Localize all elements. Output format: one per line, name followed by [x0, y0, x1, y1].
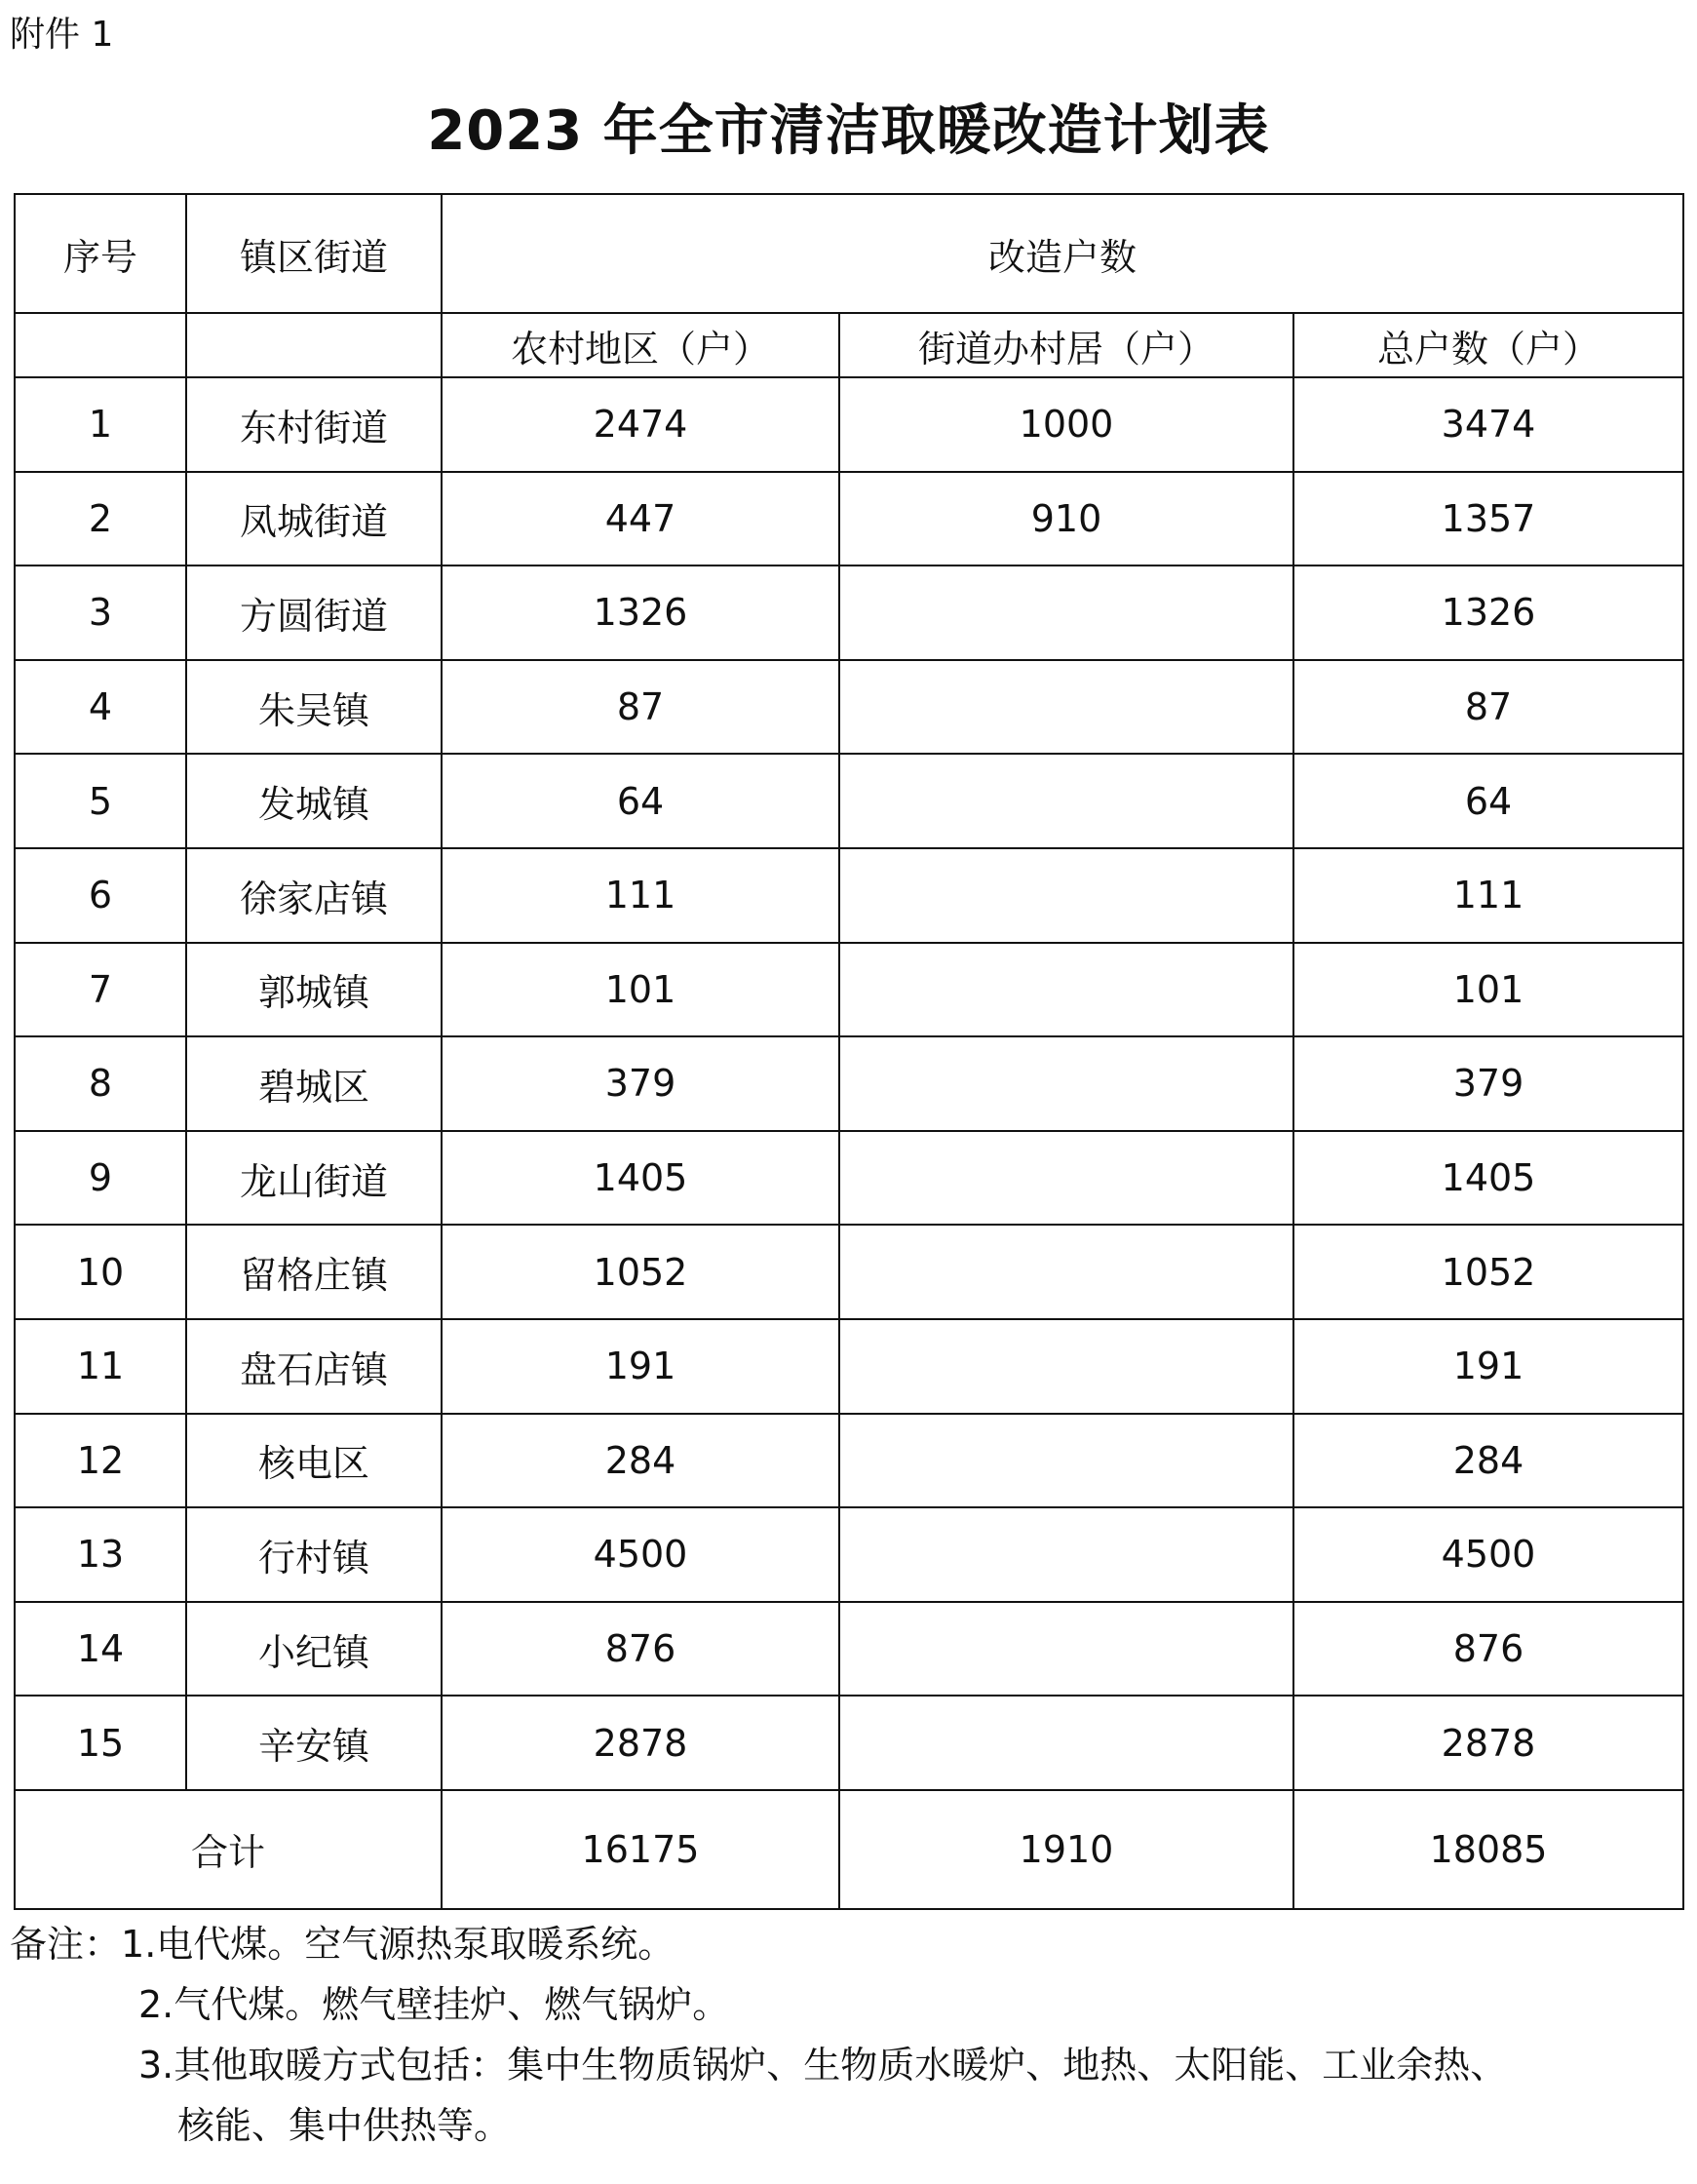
- cell-district: 朱吴镇: [186, 660, 442, 755]
- header-households-group: 改造户数: [442, 194, 1683, 313]
- cell-index: 12: [15, 1414, 186, 1508]
- cell-street-village: 1000: [839, 377, 1293, 472]
- cell-index: 7: [15, 943, 186, 1037]
- cell-total: 101: [1293, 943, 1683, 1037]
- cell-total: 4500: [1293, 1507, 1683, 1602]
- cell-total: 64: [1293, 754, 1683, 848]
- cell-district: 核电区: [186, 1414, 442, 1508]
- cell-index: 13: [15, 1507, 186, 1602]
- notes: [10, 1914, 1691, 2156]
- table-row: [15, 943, 1683, 1037]
- cell-district: 辛安镇: [186, 1696, 442, 1790]
- cell-rural: 447: [442, 472, 839, 566]
- cell-index: 5: [15, 754, 186, 848]
- header-index: 序号: [15, 194, 186, 313]
- cell-total: 1357: [1293, 472, 1683, 566]
- cell-total: 1405: [1293, 1131, 1683, 1226]
- cell-district: 小纪镇: [186, 1602, 442, 1696]
- header-total: 总户数（户）: [1293, 313, 1683, 377]
- cell-index: 14: [15, 1602, 186, 1696]
- cell-district: 盘石店镇: [186, 1319, 442, 1414]
- table-row: [15, 1225, 1683, 1319]
- cell-rural: 876: [442, 1602, 839, 1696]
- cell-district: 碧城区: [186, 1036, 442, 1131]
- cell-rural: 101: [442, 943, 839, 1037]
- table-row: [15, 1602, 1683, 1696]
- cell-rural: 64: [442, 754, 839, 848]
- table-row: [15, 1036, 1683, 1131]
- cell-rural: 87: [442, 660, 839, 755]
- cell-rural: 1052: [442, 1225, 839, 1319]
- cell-index: 11: [15, 1319, 186, 1414]
- cell-rural: 1326: [442, 566, 839, 660]
- note-item-3: 3.其他取暖方式包括：集中生物质锅炉、生物质水暖炉、地热、太阳能、工业余热、: [138, 2044, 1508, 2086]
- table-row: [15, 1507, 1683, 1602]
- cell-district: 行村镇: [186, 1507, 442, 1602]
- table-row: [15, 377, 1683, 472]
- table-row: [15, 1414, 1683, 1508]
- table-row: [15, 1696, 1683, 1790]
- cell-total: 1326: [1293, 566, 1683, 660]
- cell-total: 111: [1293, 848, 1683, 943]
- cell-rural: 2474: [442, 377, 839, 472]
- header-rural: 农村地区（户）: [442, 313, 839, 377]
- cell-index: 8: [15, 1036, 186, 1131]
- cell-street-village: [839, 848, 1293, 943]
- cell-rural: 284: [442, 1414, 839, 1508]
- cell-rural: 1405: [442, 1131, 839, 1226]
- cell-district: 东村街道: [186, 377, 442, 472]
- cell-index: 4: [15, 660, 186, 755]
- cell-rural: 111: [442, 848, 839, 943]
- cell-total: 87: [1293, 660, 1683, 755]
- cell-rural: 2878: [442, 1696, 839, 1790]
- cell-total: 1052: [1293, 1225, 1683, 1319]
- notes-prefix: 备注：: [10, 1923, 122, 1966]
- table-row: [15, 1131, 1683, 1226]
- header-row-2: [15, 313, 1683, 377]
- table-row: [15, 660, 1683, 755]
- cell-district: 徐家店镇: [186, 848, 442, 943]
- cell-rural: 4500: [442, 1507, 839, 1602]
- cell-street-village: [839, 1036, 1293, 1131]
- total-all: 18085: [1293, 1790, 1683, 1909]
- cell-street-village: [839, 943, 1293, 1037]
- cell-index: 1: [15, 377, 186, 472]
- header-district: 镇区街道: [186, 194, 442, 313]
- note-line-1: [10, 1914, 1691, 1974]
- cell-index: 3: [15, 566, 186, 660]
- cell-district: 龙山街道: [186, 1131, 442, 1226]
- cell-street-village: [839, 1602, 1293, 1696]
- total-rural: 16175: [442, 1790, 839, 1909]
- table-row: [15, 848, 1683, 943]
- cell-district: 方圆街道: [186, 566, 442, 660]
- table-row: [15, 472, 1683, 566]
- cell-index: 6: [15, 848, 186, 943]
- table-row: [15, 1319, 1683, 1414]
- total-row: [15, 1790, 1683, 1909]
- cell-rural: 191: [442, 1319, 839, 1414]
- cell-street-village: [839, 566, 1293, 660]
- cell-street-village: [839, 1225, 1293, 1319]
- cell-index: 10: [15, 1225, 186, 1319]
- cell-district: 发城镇: [186, 754, 442, 848]
- cell-total: 876: [1293, 1602, 1683, 1696]
- cell-street-village: [839, 1319, 1293, 1414]
- cell-street-village: [839, 754, 1293, 848]
- attachment-label: 附件 1: [10, 15, 114, 55]
- cell-district: 留格庄镇: [186, 1225, 442, 1319]
- cell-index: 2: [15, 472, 186, 566]
- cell-total: 3474: [1293, 377, 1683, 472]
- note-item-1: 1.电代煤。空气源热泵取暖系统。: [121, 1923, 675, 1966]
- cell-street-village: [839, 1414, 1293, 1508]
- cell-street-village: [839, 1507, 1293, 1602]
- cell-total: 2878: [1293, 1696, 1683, 1790]
- cell-street-village: [839, 1696, 1293, 1790]
- total-label: 合计: [15, 1790, 442, 1909]
- header-index-blank: [15, 313, 186, 377]
- table-row: [15, 566, 1683, 660]
- plan-table: [14, 193, 1684, 1910]
- cell-street-village: [839, 1131, 1293, 1226]
- cell-total: 379: [1293, 1036, 1683, 1131]
- cell-index: 9: [15, 1131, 186, 1226]
- cell-street-village: 910: [839, 472, 1293, 566]
- table-row: [15, 754, 1683, 848]
- cell-rural: 379: [442, 1036, 839, 1131]
- cell-street-village: [839, 660, 1293, 755]
- cell-district: 凤城街道: [186, 472, 442, 566]
- cell-district: 郭城镇: [186, 943, 442, 1037]
- note-item-2: 2.气代煤。燃气壁挂炉、燃气锅炉。: [138, 1983, 730, 2026]
- total-street-village: 1910: [839, 1790, 1293, 1909]
- header-street-village: 街道办村居（户）: [839, 313, 1293, 377]
- note-continuation: 核能、集中供热等。: [177, 2104, 512, 2147]
- cell-total: 191: [1293, 1319, 1683, 1414]
- cell-total: 284: [1293, 1414, 1683, 1508]
- header-district-blank: [186, 313, 442, 377]
- header-row-1: [15, 194, 1683, 313]
- cell-index: 15: [15, 1696, 186, 1790]
- page-title: 2023 年全市清洁取暖改造计划表: [427, 99, 1270, 163]
